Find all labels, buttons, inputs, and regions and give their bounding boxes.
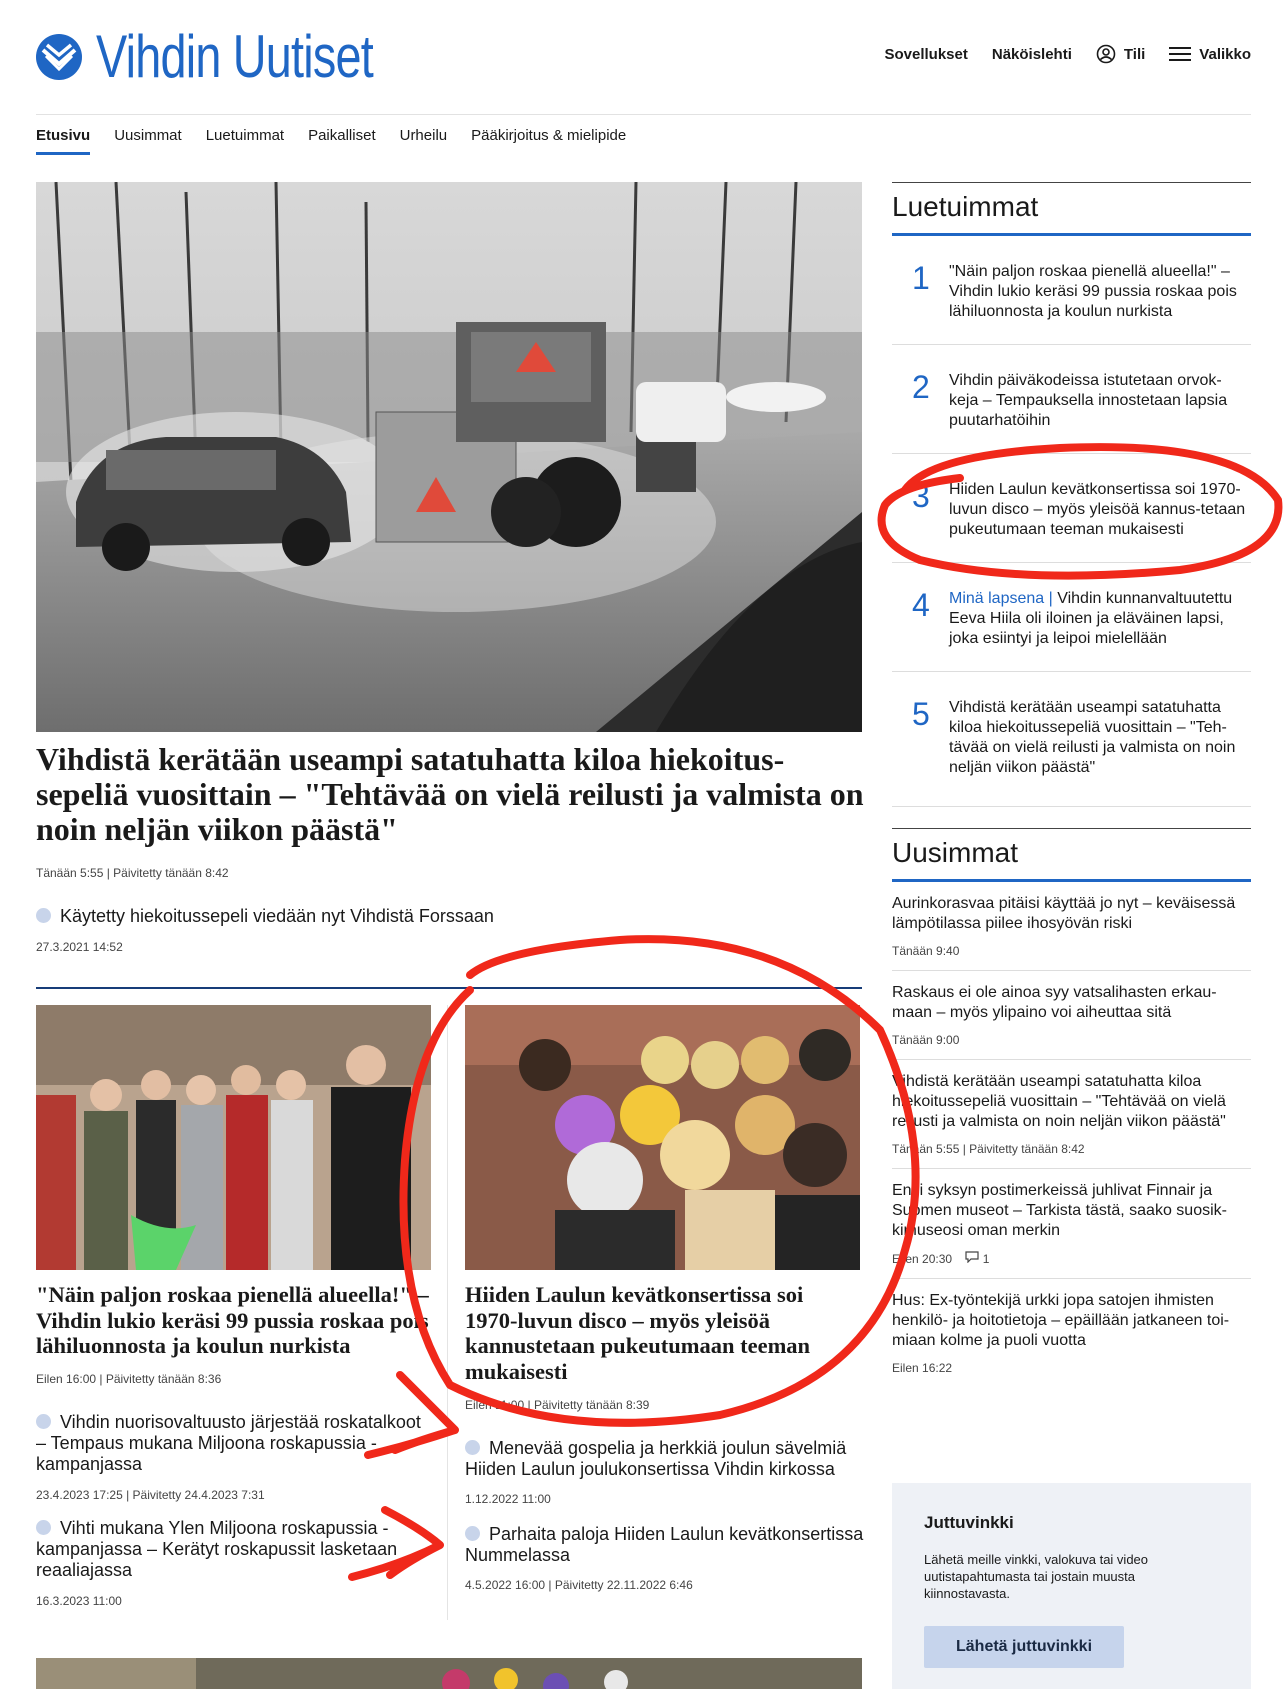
bullet-dot-icon <box>36 1520 51 1535</box>
latest-item[interactable] <box>892 882 1251 971</box>
bullet-dot-icon <box>36 908 51 923</box>
menu-button[interactable] <box>1169 46 1251 63</box>
card0-related-2-meta: 16.3.2023 11:00 <box>36 1594 122 1608</box>
section-divider <box>36 987 862 989</box>
bullet-dot-icon <box>465 1440 480 1455</box>
most-read-item[interactable] <box>892 672 1251 807</box>
send-tip-button[interactable]: Lähetä juttuvinkki <box>924 1626 1124 1668</box>
latest-section <box>892 828 1251 1387</box>
nav-uusimmat[interactable]: Uusimmat <box>114 127 182 144</box>
nav-luetuimmat[interactable]: Luetuimmat <box>205 127 285 144</box>
main-nav <box>36 115 1251 155</box>
logo-text: Vihdin Uutiset <box>96 23 373 90</box>
card0-related-1-title: Vihdin nuorisovaltuusto järjestää roskatalkoot – Tempaus mukana Miljoona roskapussia -kampanjassa <box>36 1412 421 1474</box>
card1-related-2-title: Parhaita paloja Hiiden Laulun kevätkonsertissa Nummelassa <box>465 1524 864 1565</box>
most-read-item[interactable] <box>892 563 1251 672</box>
news-tip-box <box>892 1483 1251 1689</box>
rank-title: Vihdin päiväkodeissa istutetaan orvok-keja – Tempauksella innostetaan lapsia puutarhatöihin <box>949 372 1228 429</box>
hero-meta: Tänään 5:55 | Päivitetty tänään 8:42 <box>36 866 229 880</box>
latest-meta: Eilen 16:22 <box>892 1361 953 1375</box>
nav-paakirjoitus[interactable]: Pääkirjoitus & mielipide <box>471 127 627 144</box>
most-read-section <box>892 182 1251 807</box>
latest-item[interactable] <box>892 1279 1251 1387</box>
card1-related-1-meta: 1.12.2022 11:00 <box>465 1492 551 1506</box>
site-header <box>36 0 1251 115</box>
card1-related-2-meta: 4.5.2022 16:00 | Päivitetty 22.11.2022 6:46 <box>465 1578 693 1592</box>
hero-related-title: Käytetty hiekoitussepeli viedään nyt Vihdistä Forssaan <box>60 906 494 926</box>
e-paper-link-label: Näköislehti <box>991 45 1072 63</box>
nav-urheilu[interactable]: Urheilu <box>399 127 448 144</box>
latest-meta: Tänään 5:55 | Päivitetty tänään 8:42 <box>892 1142 1085 1156</box>
latest-meta: Tänään 9:00 <box>892 1033 960 1047</box>
latest-title: Raskaus ei ole ainoa syy vatsalihasten erkau-maan – myös ylipaino voi aiheuttaa sitä <box>892 984 1217 1021</box>
card-image-students[interactable] <box>36 1005 431 1270</box>
latest-item[interactable] <box>892 971 1251 1060</box>
latest-meta-time: Eilen 20:30 <box>892 1252 953 1266</box>
card1-related-1[interactable] <box>465 1438 865 1480</box>
nav-paikalliset[interactable]: Paikalliset <box>308 127 376 144</box>
hero-image[interactable] <box>36 182 862 732</box>
card1-related-1-title: Menevää gospelia ja herkkiä joulun sävelmiä Hiiden Laulun joulukonsertissa Vihdin kirkossa <box>465 1438 847 1479</box>
card0-related-1-meta: 23.4.2023 17:25 | Päivitetty 24.4.2023 7:31 <box>36 1488 265 1502</box>
column-divider <box>447 1005 448 1620</box>
latest-title: Hus: Ex-työntekijä urkki jopa satojen ihmisten henkilö- ja hoitotietoja – epäillään jatkaneen toi-miaan kolme ja puoli vuotta <box>892 1292 1230 1349</box>
apps-link[interactable] <box>884 46 967 63</box>
account-link-label: Tili <box>1123 45 1146 63</box>
rank-title: Vihdistä kerätään useampi satatuhatta kiloa hiekoitussepeliä vuosittain – "Teh-tävää on vielä reilusti ja valmista on noin neljän viikon päästä" <box>949 699 1236 776</box>
most-read-heading: Luetuimmat <box>892 182 1251 236</box>
latest-item[interactable] <box>892 1060 1251 1169</box>
rank-number: 5 <box>912 696 930 732</box>
rank-title-text: Vihdin kunnanvaltuutettu Eeva Hiila oli iloinen ja eläväinen lapsi, joka esiintyi ja leipoi mielellään <box>949 590 1233 647</box>
card0-related-1[interactable] <box>36 1412 431 1475</box>
rank-number: 1 <box>912 260 930 296</box>
rank-title: Hiiden Laulun kevätkonsertissa soi 1970-luvun disco – myös yleisöä kannus-tetaan pukeutumaan teeman mukaisesti <box>949 481 1246 538</box>
top-links <box>884 44 1251 64</box>
card-image-choir[interactable] <box>465 1005 860 1270</box>
card-meta-choir: Eilen 11:00 | Päivitetty tänään 8:39 <box>465 1398 650 1412</box>
card1-related-2[interactable] <box>465 1524 865 1566</box>
latest-heading: Uusimmat <box>892 828 1251 882</box>
rank-number: 2 <box>912 369 930 405</box>
hero-related-meta: 27.3.2021 14:52 <box>36 940 123 954</box>
latest-title: Ensi syksyn postimerkeissä juhlivat Finnair ja Suomen museot – Tarkista tästä, saako suosik-kimuseosi oman merkin <box>892 1182 1227 1239</box>
hero-title[interactable]: Vihdistä kerätään useampi satatuhatta kiloa hiekoitus-sepeliä vuosittain – "Tehtävää on vielä reilusti ja valmista on noin neljän viikon päästä" <box>36 741 864 847</box>
site-logo[interactable] <box>36 22 451 91</box>
latest-meta <box>892 1251 1251 1266</box>
tip-heading: Juttuvinkki <box>924 1513 1014 1532</box>
nav-etusivu[interactable]: Etusivu <box>36 115 90 155</box>
e-paper-link[interactable] <box>992 46 1072 63</box>
card-meta-students: Eilen 16:00 | Päivitetty tänään 8:36 <box>36 1372 222 1386</box>
most-read-item[interactable] <box>892 236 1251 345</box>
most-read-item[interactable] <box>892 454 1251 563</box>
most-read-item[interactable] <box>892 345 1251 454</box>
account-link[interactable] <box>1096 44 1145 64</box>
bullet-dot-icon <box>465 1526 480 1541</box>
logo-mark-icon <box>36 34 82 80</box>
latest-meta: Tänään 9:40 <box>892 944 960 958</box>
rank-title <box>949 589 1249 649</box>
account-icon <box>1096 44 1116 64</box>
card-title-students[interactable]: "Näin paljon roskaa pienellä alueella!" – Vihdin lukio keräsi 99 pussia roskaa pois lähiluonnosta ja koulun nurkista <box>36 1282 429 1358</box>
comment-icon <box>965 1251 979 1263</box>
hero-related-link[interactable] <box>36 906 556 927</box>
rank-number: 4 <box>912 587 930 623</box>
series-tag: Minä lapsena | <box>949 590 1058 607</box>
card0-related-2-title: Vihti mukana Ylen Miljoona roskapussia -kampanjassa – Kerätyt roskapussit lasketaan reaaliajassa <box>36 1518 398 1580</box>
menu-button-label: Valikko <box>1199 45 1251 63</box>
comment-count: 1 <box>982 1252 990 1266</box>
card0-related-2[interactable] <box>36 1518 431 1581</box>
next-article-image[interactable] <box>36 1658 862 1689</box>
tip-text: Lähetä meille vinkki, valokuva tai video uutistapahtumasta tai jostain muusta kiinnostavasta. <box>924 1552 1149 1601</box>
card-title-choir[interactable]: Hiiden Laulun kevätkonsertissa soi 1970-luvun disco – myös yleisöä kannustetaan pukeutumaan teeman mukaisesti <box>465 1282 811 1384</box>
latest-title: Aurinkorasvaa pitäisi käyttää jo nyt – keväisessä lämpötilassa piilee ihosyövän riski <box>892 895 1236 932</box>
bullet-dot-icon <box>36 1414 51 1429</box>
rank-title: "Näin paljon roskaa pienellä alueella!" – Vihdin lukio keräsi 99 pussia roskaa pois lähiluonnosta ja koulun nurkista <box>949 263 1237 320</box>
latest-item[interactable] <box>892 1169 1251 1279</box>
rank-number: 3 <box>912 478 930 514</box>
apps-link-label: Sovellukset <box>884 45 968 63</box>
latest-title: Vihdistä kerätään useampi satatuhatta kiloa hiekoitussepeliä vuosittain – "Tehtävää on vielä reilusti ja valmista on noin neljän viikon päästä" <box>892 1073 1226 1130</box>
hamburger-icon <box>1169 46 1191 62</box>
